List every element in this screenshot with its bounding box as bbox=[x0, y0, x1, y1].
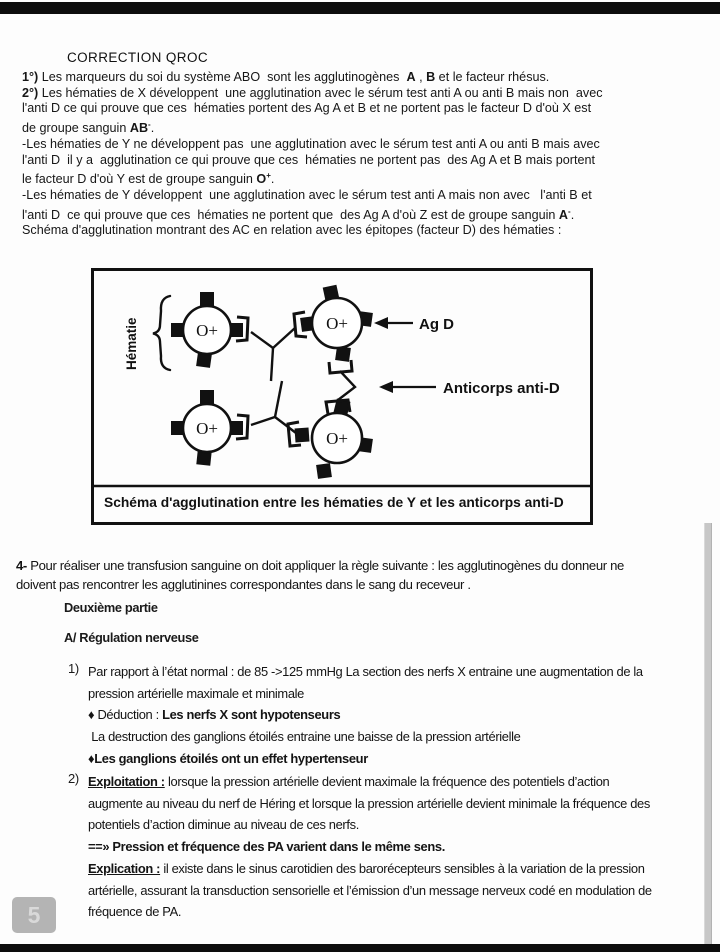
top-letterbox-bar bbox=[0, 2, 720, 14]
agd-label: Ag D bbox=[419, 316, 454, 333]
bottom-letterbox-bar bbox=[0, 944, 720, 952]
agglutination-diagram-svg bbox=[91, 268, 593, 525]
arrow-left-icon bbox=[374, 317, 388, 329]
diagram-caption: Schéma d'agglutination entre les hématies de Y et les anticorps anti-D bbox=[104, 495, 564, 510]
antibody-y-icon bbox=[236, 381, 301, 446]
section-a-title: A/ Régulation nerveuse bbox=[64, 630, 199, 645]
anticorps-label: Anticorps anti-D bbox=[443, 380, 560, 397]
agd-annotation bbox=[374, 316, 454, 333]
page-number-badge: 5 bbox=[12, 897, 56, 933]
qroc-answers-paragraph: 1°) Les marqueurs du soi du système ABO sont les agglutinogènes A , B et le facteur rhésus. 2°) Les hématies de X développent une agglutination avec le sérum test anti A ou anti B mais non avec l'anti D ce qui prouve que ces hématies portent des Ag A et B et ne portent pas le facteur D d'où X est de groupe sanguin AB-. -Les hématies de Y ne développent pas une agglutination avec le sérum test anti A ou anti B mais avec l'anti D il y a agglutination ce qui prouve que ces hématies ne portent pas des Ag A et B mais portent le facteur D d'où Y est de groupe sanguin O+. -Les hématies de Y développent une agglutination avec le sérum test anti A mais non avec l'anti B et l'anti D ce qui prouve que ces hématies ne portent que des Ag A d'où Z est de groupe sanguin A-. Schéma d'agglutination montrant des AC en relation avec les épitopes (facteur D) des hématies : bbox=[22, 70, 603, 238]
hematie-cell bbox=[300, 285, 373, 362]
cell-label: O+ bbox=[196, 419, 218, 438]
list-item-number: 1) bbox=[68, 661, 79, 676]
list-item: Par rapport à l’état normal : de 85 ->125 mmHg La section des nerfs X entraine une augmentation de la pression artérielle maximale et minimale ♦ Déduction : Les nerfs X sont hypotenseurs La destruction des ganglions étoilés entraine une baisse de la pression artérielle ♦Les ganglions étoilés ont un effet hypertenseur bbox=[88, 664, 643, 766]
cell-label: O+ bbox=[326, 314, 348, 333]
brace-icon bbox=[153, 296, 170, 370]
hematie-cell bbox=[295, 399, 373, 479]
hematie-cell bbox=[171, 390, 243, 466]
cell-label: O+ bbox=[196, 321, 218, 340]
hematie-label: Hématie bbox=[124, 317, 139, 370]
hematie-cell bbox=[171, 292, 243, 368]
list-item: Exploitation : lorsque la pression artérielle devient maximale la fréquence des potentiels d’action augmente au niveau du nerf de Héring et lorsque la pression artérielle devient minimale la fréquence des potentiels d’action diminue au niveau de ces nerfs. ==» Pression et fréquence des PA varient dans le même sens. Explication : il existe dans le sinus carotidien des barorécepteurs sensibles à la variation de la pression artérielle, assurant la transduction sensorielle et l’émission d’un message nerveux codé en modulation de fréquence de PA. bbox=[88, 774, 652, 920]
part2-title: Deuxième partie bbox=[64, 600, 158, 615]
antibody-annotation bbox=[379, 380, 560, 397]
scrollbar-thumb[interactable] bbox=[704, 523, 712, 944]
transfusion-rule-paragraph: 4- Pour réaliser une transfusion sanguine on doit appliquer la règle suivante : les agglutinogènes du donneur ne doivent pas rencontrer les agglutinines correspondantes dans le sang du receveur . bbox=[16, 558, 624, 593]
arrow-left-icon bbox=[379, 381, 393, 393]
cell-label: O+ bbox=[326, 429, 348, 448]
page-title: CORRECTION QROC bbox=[67, 50, 208, 65]
agglutination-diagram bbox=[91, 268, 593, 525]
list-item-number: 2) bbox=[68, 771, 79, 786]
antibody-y-icon bbox=[236, 312, 307, 381]
